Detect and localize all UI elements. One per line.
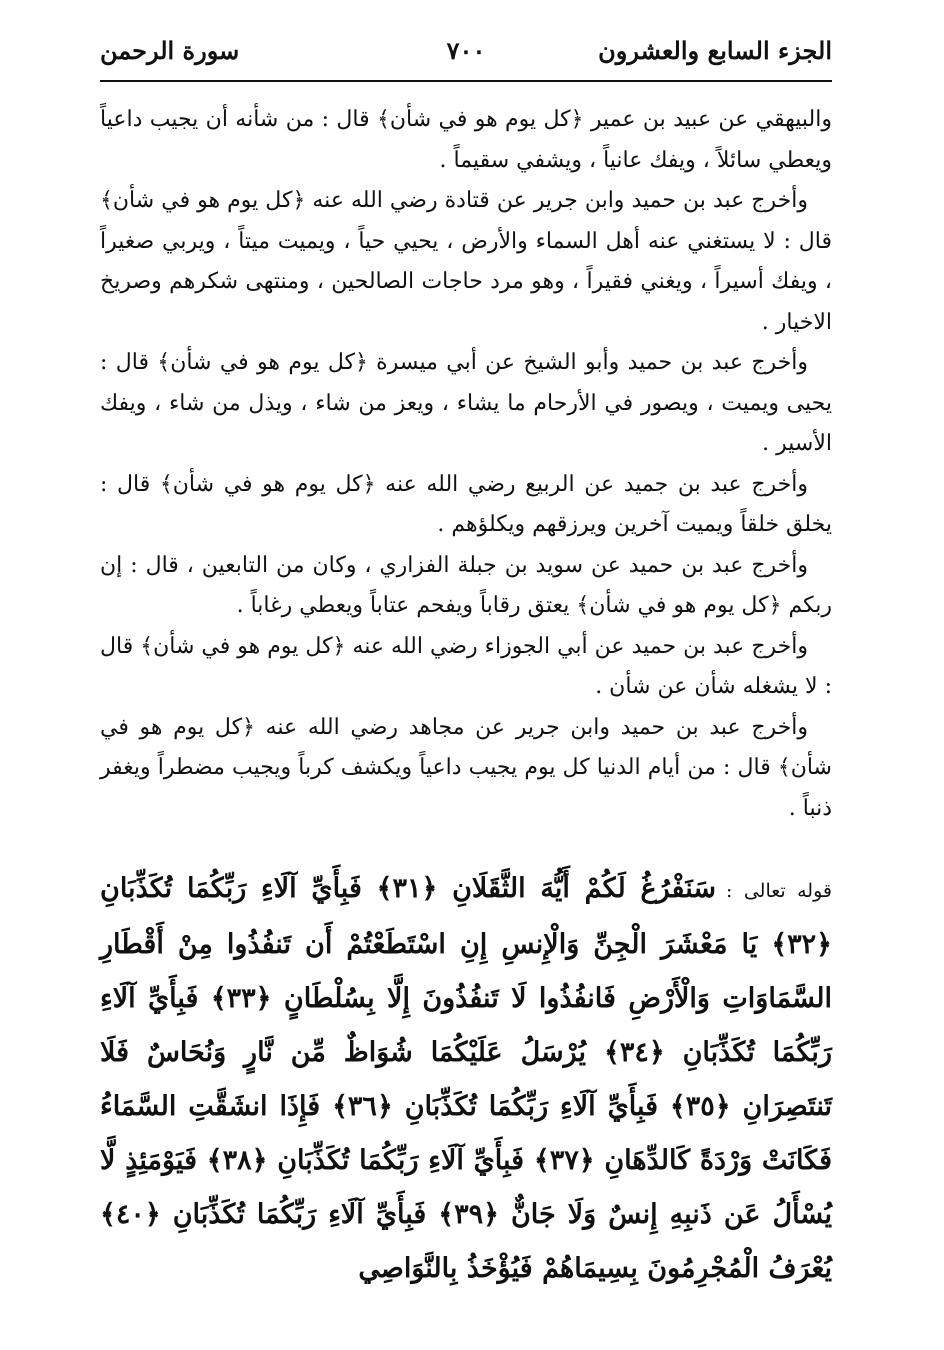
commentary-paragraph: وأخرج عبد بن حميد عن سويد بن جبلة الفزاري ، وكان من التابعين ، قال : إن ربكم ﴿كل يوم هو في شأن﴾ يعتق رقاباً ويفحم عتاباً ويعطي رغاباً .: [100, 552, 832, 618]
juz-title: الجزء السابع والعشرون: [598, 36, 832, 65]
header-divider: [100, 80, 832, 82]
page-header: [100, 24, 832, 74]
commentary-paragraph: وأخرج عبد بن جميد عن الربيع رضي الله عنه ﴿كل يوم هو في شأن﴾ قال : يخلق خلقاً ويميت آخرين ويرزقهم ويكلؤهم .: [100, 471, 832, 537]
verse-intro: قوله تعالى :: [725, 880, 832, 902]
verse-text: سَنَفْرُغُ لَكُمْ أَيُّهَ الثَّقَلَانِ ﴿٣١﴾ فَبِأَيِّ آلَاءِ رَبِّكُمَا تُكَذِّبَانِ ﴿٣٢﴾ يَا مَعْشَرَ الْجِنِّ وَالْإِنسِ إِنِ اسْتَطَعْتُمْ أَن تَنفُذُوا مِنْ أَقْطَارِ السَّمَاوَاتِ وَالْأَرْضِ فَانفُذُوا لَا تَنفُذُونَ إِلَّا بِسُلْطَانٍ ﴿٣٣﴾ فَبِأَيِّ آلَاءِ رَبِّكُمَا تُكَذِّبَانِ ﴿٣٤﴾ يُرْسَلُ عَلَيْكُمَا شُوَاظٌ مِّن نَّارٍ وَنُحَاسٌ فَلَا تَنتَصِرَانِ ﴿٣٥﴾ فَبِأَيِّ آلَاءِ رَبِّكُمَا تُكَذِّبَانِ ﴿٣٦﴾ فَإِذَا انشَقَّتِ السَّمَاءُ فَكَانَتْ وَرْدَةً كَالدِّهَانِ ﴿٣٧﴾ فَبِأَيِّ آلَاءِ رَبِّكُمَا تُكَذِّبَانِ ﴿٣٨﴾ فَيَوْمَئِذٍ لَّا يُسْأَلُ عَن ذَنبِهِ إِنسٌ وَلَا جَانٌّ ﴿٣٩﴾ فَبِأَيِّ آلَاءِ رَبِّكُمَا تُكَذِّبَانِ ﴿٤٠﴾ يُعْرَفُ الْمُجْرِمُونَ بِسِيمَاهُمْ فَيُؤْخَذُ بِالنَّوَاصِي: [100, 873, 832, 1284]
surah-title: سورة الرحمن: [100, 36, 240, 65]
commentary-paragraph: وأخرج عبد بن حميد وأبو الشيخ عن أبي ميسرة ﴿كل يوم هو في شأن﴾ قال : يحيى ويميت ، ويصور في الأرحام ما يشاء ، ويعز من شاء ، ويذل من شاء ، ويفك الأسير .: [100, 350, 832, 456]
quran-verses: [100, 862, 832, 1296]
page-number: ٧٠٠: [446, 36, 486, 65]
quran-verses-block: [100, 862, 832, 1296]
commentary-paragraph: وأخرج عبد بن حميد وابن جرير عن مجاهد رضي الله عنه ﴿كل يوم هو في شأن﴾ قال : من أيام الدنيا كل يوم يجيب داعياً ويكشف كرباً ويجيب مضطراً ويغفر ذنباً .: [100, 714, 832, 821]
commentary-paragraph: والبيهقي عن عبيد بن عمير ﴿كل يوم هو في شأن﴾ قال : من شأنه أن يجيب داعياً ويعطي سائلاً ، ويفك عانياً ، ويشفي سقيماً .: [100, 107, 832, 173]
commentary-body: [100, 100, 832, 829]
commentary-paragraph: وأخرج عبد بن حميد وابن جرير عن قتادة رضي الله عنه ﴿كل يوم هو في شأن﴾ قال : لا يستغني عنه أهل السماء والأرض ، يحيي حياً ، ويميت ميتاً ، ويربي صغيراً ، ويفك أسيراً ، ويغني فقيراً ، وهو مرد حاجات الصالحين ، ومنتهى شكرهم وصريخ الاخيار .: [100, 188, 832, 335]
commentary-paragraph: وأخرج عبد بن حميد عن أبي الجوزاء رضي الله عنه ﴿كل يوم هو في شأن﴾ قال : لا يشغله شأن عن شأن .: [100, 633, 832, 699]
